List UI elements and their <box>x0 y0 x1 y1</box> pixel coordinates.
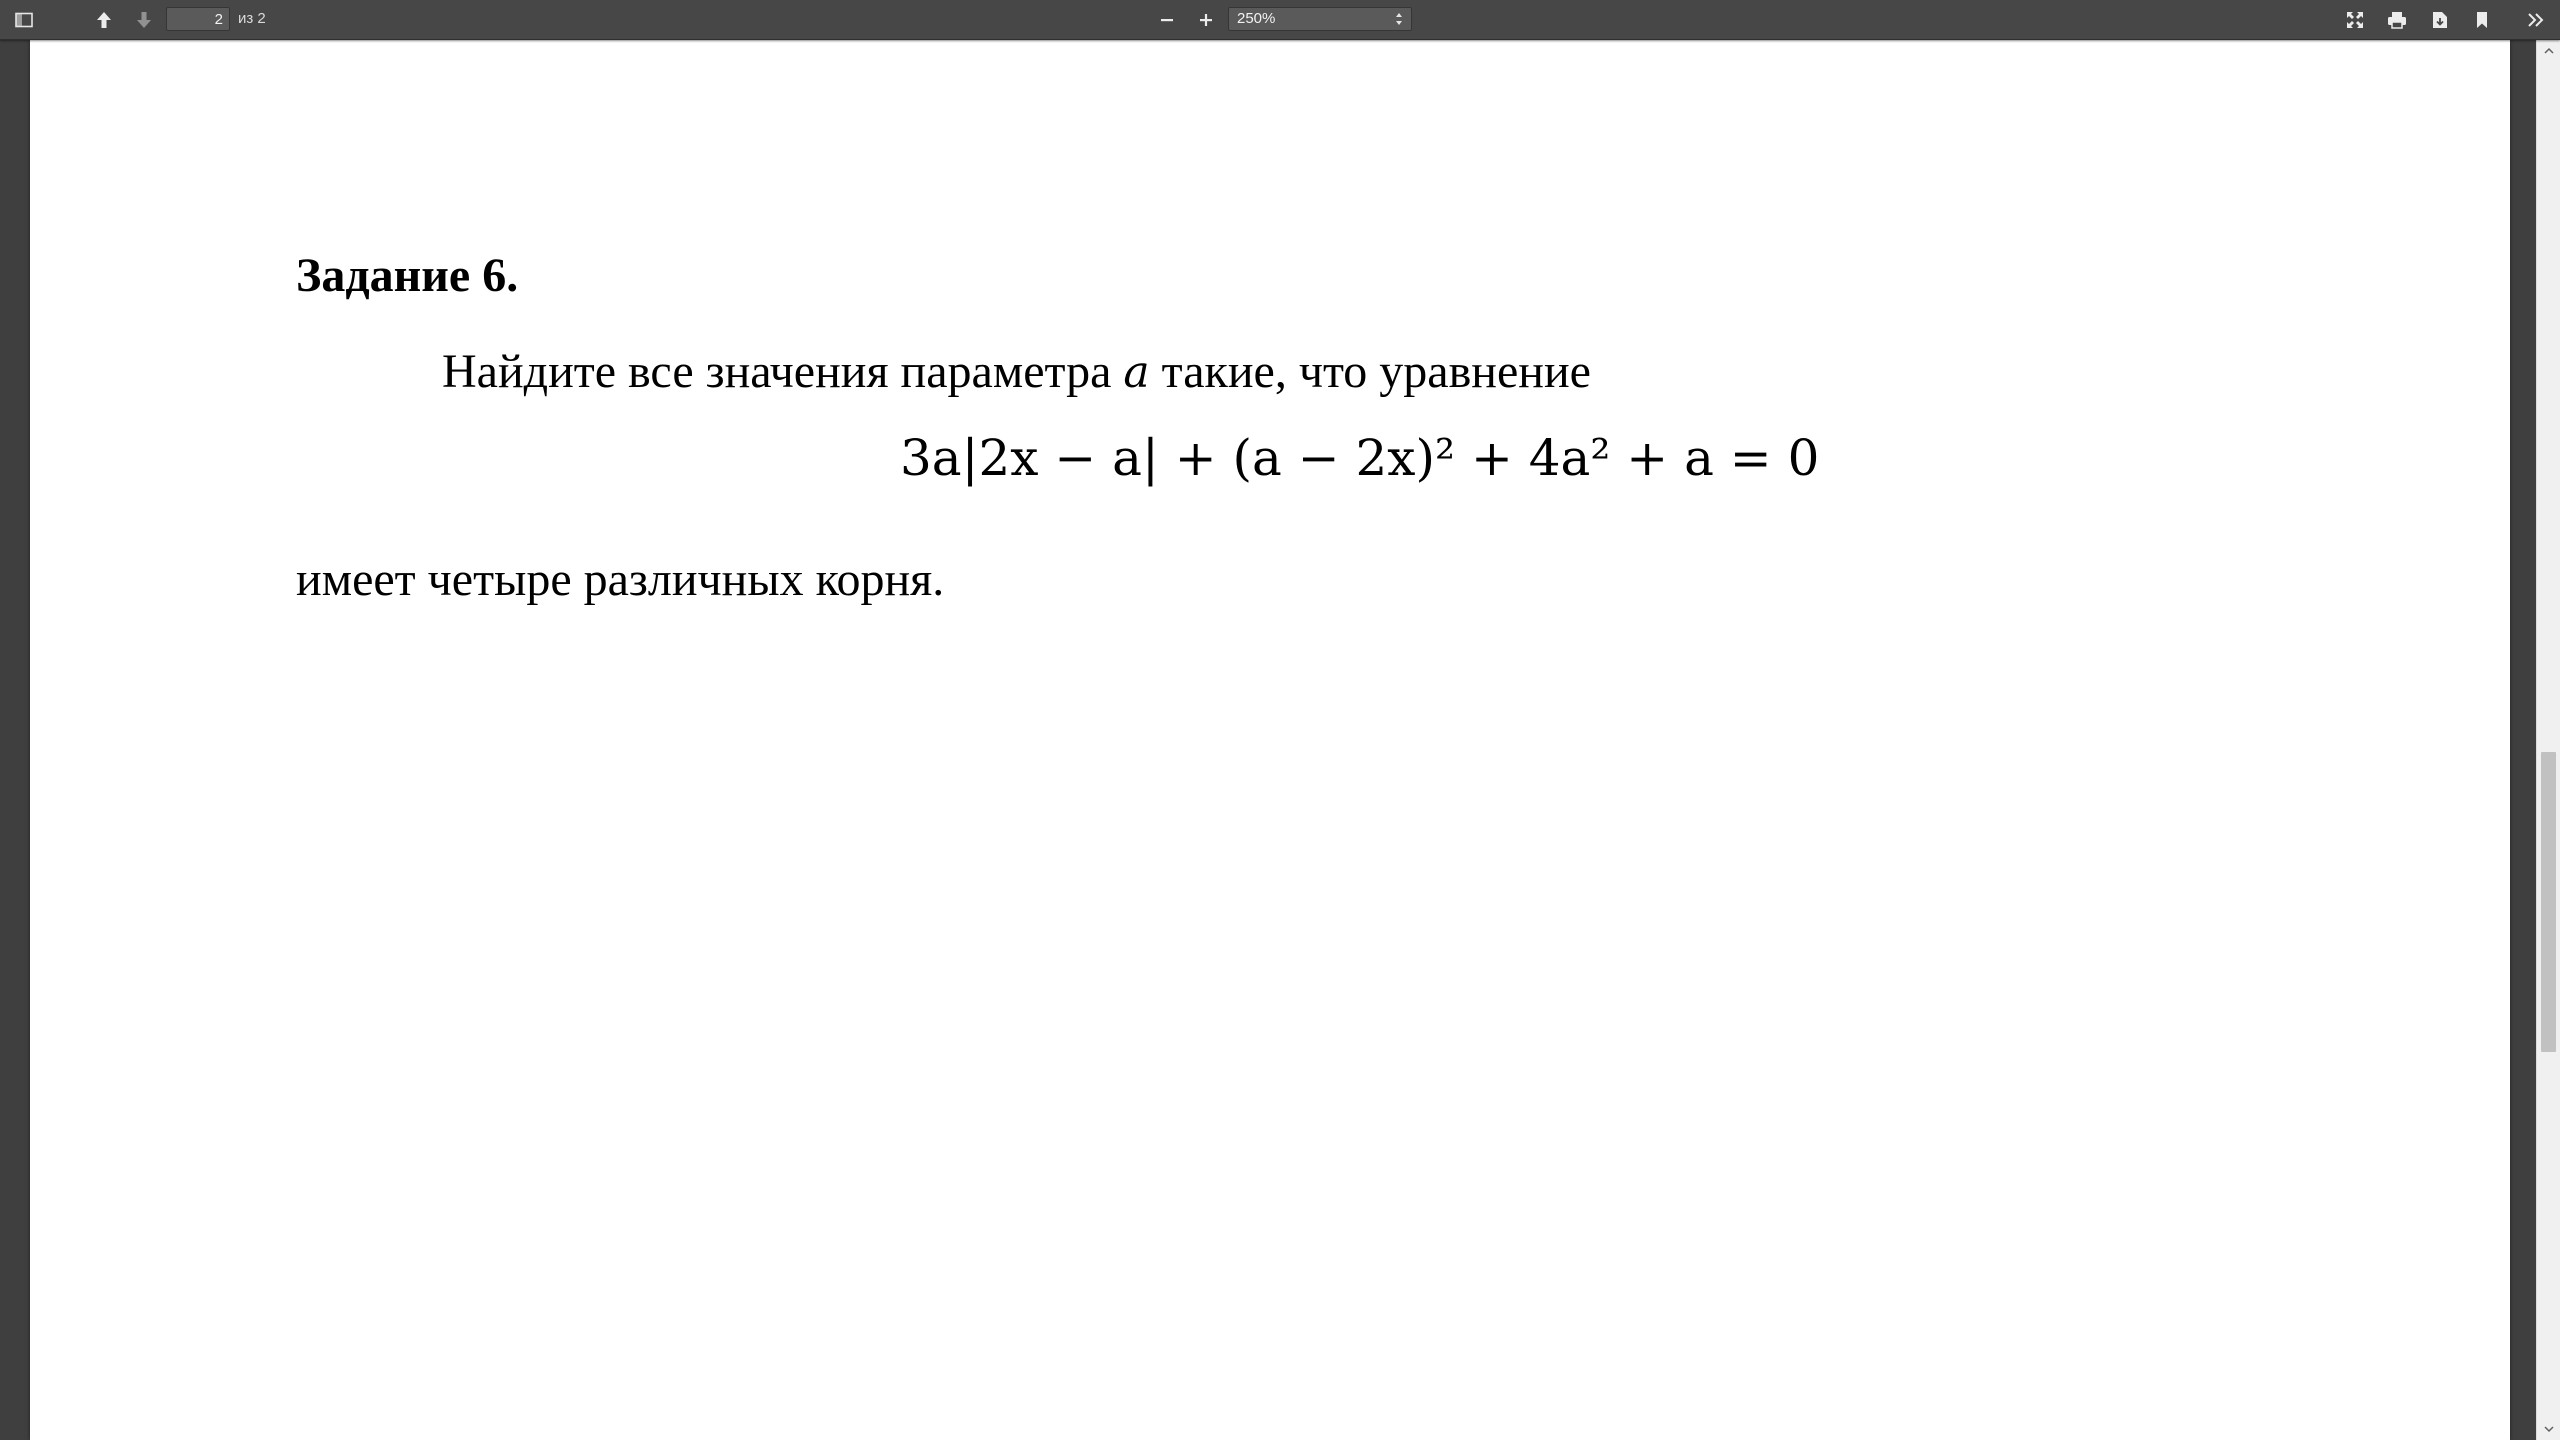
sidebar-toggle-button[interactable] <box>10 6 38 34</box>
task-statement <box>442 340 1591 405</box>
task-statement-text-end: такие, что уравнение <box>1149 345 1591 398</box>
scroll-up-button[interactable] <box>2537 40 2560 62</box>
download-button[interactable] <box>2426 6 2454 34</box>
print-icon <box>2387 11 2407 29</box>
equation: 3a|2x − a| + (a − 2x)² + 4a² + a = 0 <box>900 429 1820 487</box>
download-icon <box>2432 11 2448 29</box>
vertical-scrollbar[interactable] <box>2536 40 2560 1440</box>
page-count-label: из 2 <box>238 10 266 27</box>
sidebar-icon <box>15 12 33 28</box>
print-button[interactable] <box>2383 6 2411 34</box>
next-page-button[interactable] <box>130 6 158 34</box>
previous-page-button[interactable] <box>90 6 118 34</box>
chevron-down-icon <box>2544 1425 2554 1433</box>
arrow-up-icon <box>95 11 113 29</box>
pdf-toolbar <box>0 0 2560 40</box>
plus-icon <box>1199 13 1213 27</box>
task-heading: Задание 6. <box>296 249 519 302</box>
tools-menu-button[interactable] <box>2522 6 2550 34</box>
page-number-input[interactable] <box>166 7 230 31</box>
zoom-out-button[interactable] <box>1153 6 1181 34</box>
zoom-in-button[interactable] <box>1192 6 1220 34</box>
fullscreen-icon <box>2346 11 2364 29</box>
minus-icon <box>1160 13 1174 27</box>
presentation-mode-button[interactable] <box>2341 6 2369 34</box>
zoom-select[interactable] <box>1228 7 1412 31</box>
arrow-down-icon <box>135 11 153 29</box>
bookmark-icon <box>2475 11 2489 29</box>
task-statement-continuation: имеет четыре различных корня. <box>296 553 945 606</box>
parameter-symbol: a <box>1123 347 1150 398</box>
bookmark-button[interactable] <box>2468 6 2496 34</box>
scrollbar-thumb[interactable] <box>2541 752 2556 1052</box>
pdf-page <box>30 40 2510 1440</box>
zoom-value: 250% <box>1237 10 1276 27</box>
double-chevron-right-icon <box>2527 12 2545 28</box>
scroll-down-button[interactable] <box>2537 1418 2560 1440</box>
task-statement-text-start: Найдите все значения параметра <box>442 345 1124 398</box>
select-caret-icon <box>1395 12 1403 26</box>
chevron-up-icon <box>2544 47 2554 55</box>
